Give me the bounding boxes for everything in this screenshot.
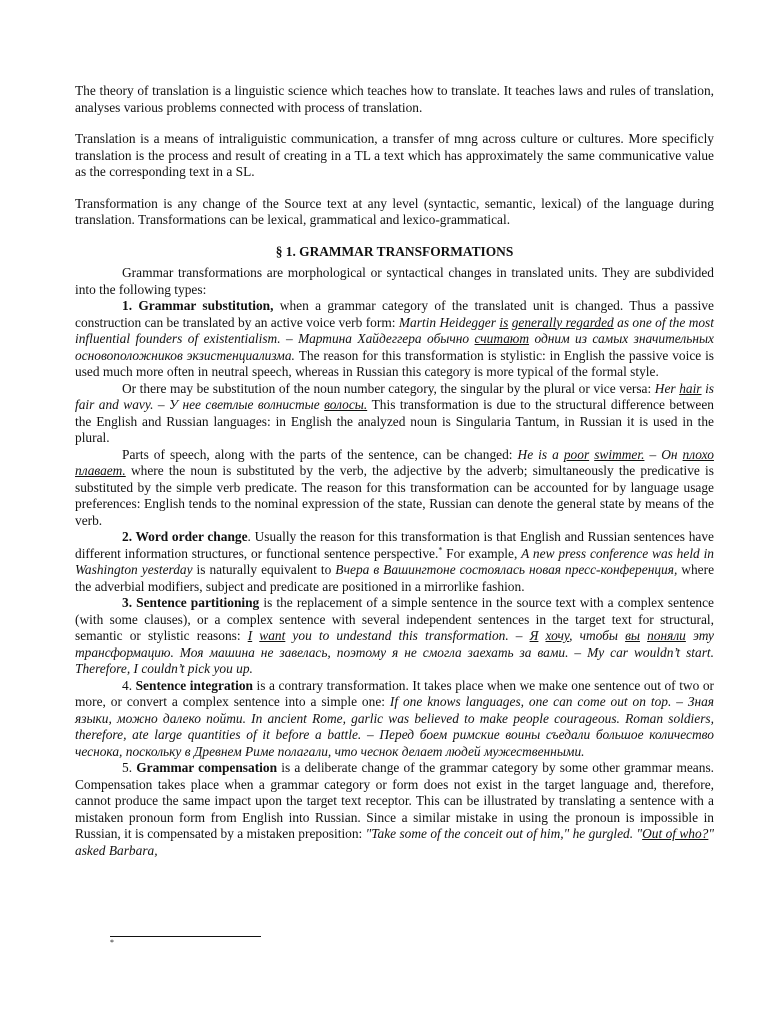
intro-paragraph-2: Translation is a means of intraliguistic communication, a transfer of mng across culture or cultures. More specificly translation is the process and result of creating in a TL a text which has approximately the same communicative value as the corresponding text in a SL. — [75, 131, 714, 179]
example-text: , чтобы — [569, 628, 626, 643]
parts-of-speech-paragraph — [75, 447, 714, 530]
body-text: when a grammar category of the translated unit is changed. Thus a passive construction can be translated by an active voice verb form: — [75, 298, 714, 330]
example-text: Her — [654, 380, 680, 396]
example-text: If one knows languages, one can come out on top. – Зная языки, можно далеко пойти. In ancient Rome, garlic was believed to make people courageous. Roman soldiers, therefore, ate large quantities of it before a battle. – Перед боем римские воины съедали большое количество чеснока, поскольку в Древнем Риме полагали, что чеснок делает людей мужественными. — [75, 694, 715, 759]
underlined-example-text: swimmer. — [594, 446, 645, 462]
underlined-example-text: плавает. — [75, 463, 126, 478]
underlined-example-text: I — [247, 628, 253, 643]
intro-paragraph-3: Transformation is any change of the Source text at any level (syntactic, semantic, lexical) of the language during translation. Transformations can be lexical, grammatical and lexico-grammatical. — [75, 195, 714, 227]
example-text: " asked Barbara, — [75, 826, 714, 858]
footnote-mark: * — [110, 938, 114, 947]
body-text: is naturally equivalent to — [192, 562, 336, 577]
body-text: is the replacement of a simple sentence in the source text with a complex sentence (with some clauses), or a complex sentence with several independent sentences in the target text for structural, semantic or stylistic reasons: — [75, 595, 715, 643]
underlined-example-text: poor — [563, 446, 590, 462]
document-page — [75, 83, 714, 859]
underlined-example-text: generally regarded — [511, 314, 614, 330]
example-text — [538, 628, 545, 643]
item-number: 5. — [122, 760, 137, 775]
body-text: This transformation is due to the structural difference between the English and Russian languages: in English the analyzed noun is Singularia Tantum, in Russian it is used in the plural. — [75, 397, 714, 445]
term-title: 2. Word order change — [122, 529, 248, 544]
sentence-integration-paragraph — [75, 678, 714, 761]
underlined-example-text: плохо — [682, 446, 714, 462]
example-text: is fair and wavy. – У нее светлые волнистые — [75, 380, 715, 412]
underlined-example-text: Я — [529, 628, 539, 643]
intro-paragraph-1: The theory of translation is a linguistic science which teaches how to translate. It teaches laws and rules of translation, analyses various problems connected with process of translation. — [75, 83, 714, 115]
term-title: 3. Sentence partitioning — [122, 595, 260, 610]
example-text: одним из самых значительных основоположников экзистенциализма. — [75, 331, 714, 363]
example-text: as one of the most influential founders of existentialism. – Мартина Хайдеггера обычно — [75, 314, 714, 346]
body-text: is a deliberate change of the grammar category by some other grammar means. Compensation takes place when a grammar category or form does not exist in the target language and, therefore, cannot produce the same impact upon the target text receptor. This can be illustrated by translating a sentence with a mistaken pronoun form from English into Russian. Since a similar mistake in using the pronoun is impossible in Russian, it is compensated by a mistaken preposition: — [75, 760, 715, 841]
underlined-example-text: считают — [474, 331, 530, 346]
underlined-example-text: волосы. — [324, 397, 368, 412]
term-title: Sentence integration — [135, 677, 253, 693]
section-lead-paragraph: Grammar transformations are morphological or syntactical changes in translated units. They are subdivided into the following types: — [75, 265, 714, 297]
example-text: Вчера в Вашингтоне состоялась новая пресс-конференция, — [335, 562, 678, 577]
section-heading: § 1. GRAMMAR TRANSFORMATIONS — [275, 243, 514, 259]
body-text: Or there may be substitution of the noun number category, the singular by the plural or vice versa: — [122, 380, 655, 396]
body-text: where the adverbial modifiers, subject and predicate are positioned in a mirrorlike fashion. — [75, 562, 715, 594]
example-text: He is a — [517, 446, 564, 462]
body-text: Parts of speech, along with the parts of the sentence, can be changed: — [122, 446, 518, 462]
body-text: is a contrary transformation. It takes place when we make one sentence out of two or more, or convert a complex sentence into a simple one: — [75, 677, 714, 709]
grammar-substitution-paragraph — [75, 298, 714, 381]
sentence-partitioning-paragraph — [75, 595, 714, 678]
example-text — [640, 628, 647, 643]
underlined-example-text: is — [499, 314, 509, 330]
body-text: where the noun is substituted by the verb, the adjective by the adverb; simultaneously the predicative is substituted by the simple verb predicate. The reason for this transformation can be accounted for by language usage preferences: English tends to the nominal expression of the state, Russian can denote the general state by means of the verb. — [75, 463, 714, 528]
example-text: эту трансформацию. Моя машина не завелась, поэтому я не смогла заехать за вами. – My car wouldn’t start. Therefore, I couldn’t pick you up. — [75, 628, 714, 676]
underlined-example-text: hair — [679, 380, 702, 396]
body-text: For example, — [442, 545, 522, 561]
body-text: The reason for this transformation is stylistic: in English the passive voice is used much more often in neutral speech, whereas in Russian this category is more typical of the formal style. — [75, 347, 714, 379]
underlined-example-text: вы — [625, 628, 640, 643]
term-title: Grammar compensation — [136, 760, 278, 775]
example-text: A new press conference was held in Washington yesterday — [75, 545, 714, 577]
word-order-paragraph — [75, 529, 714, 595]
footnote-reference: * — [438, 545, 443, 555]
underlined-example-text: поняли — [647, 628, 686, 643]
underlined-example-text: хочу — [545, 628, 570, 643]
grammar-compensation-paragraph — [75, 760, 714, 859]
example-text: Martin Heidegger — [398, 314, 500, 330]
example-text: – Он — [644, 446, 683, 462]
example-text: you to undestand this transformation. – — [285, 628, 530, 643]
term-title: 1. Grammar substitution, — [122, 298, 274, 313]
underlined-example-text: want — [259, 628, 286, 643]
item-number: 4. — [122, 677, 136, 693]
example-text: "Take some of the conceit out of him," he gurgled. " — [365, 826, 643, 841]
footnote-separator — [110, 936, 261, 937]
number-substitution-paragraph — [75, 381, 714, 447]
underlined-example-text: Out of who? — [642, 826, 709, 841]
body-text: . Usually the reason for this transformation is that English and Russian sentences have different information structures, or functional sentence perspective. — [75, 529, 714, 561]
